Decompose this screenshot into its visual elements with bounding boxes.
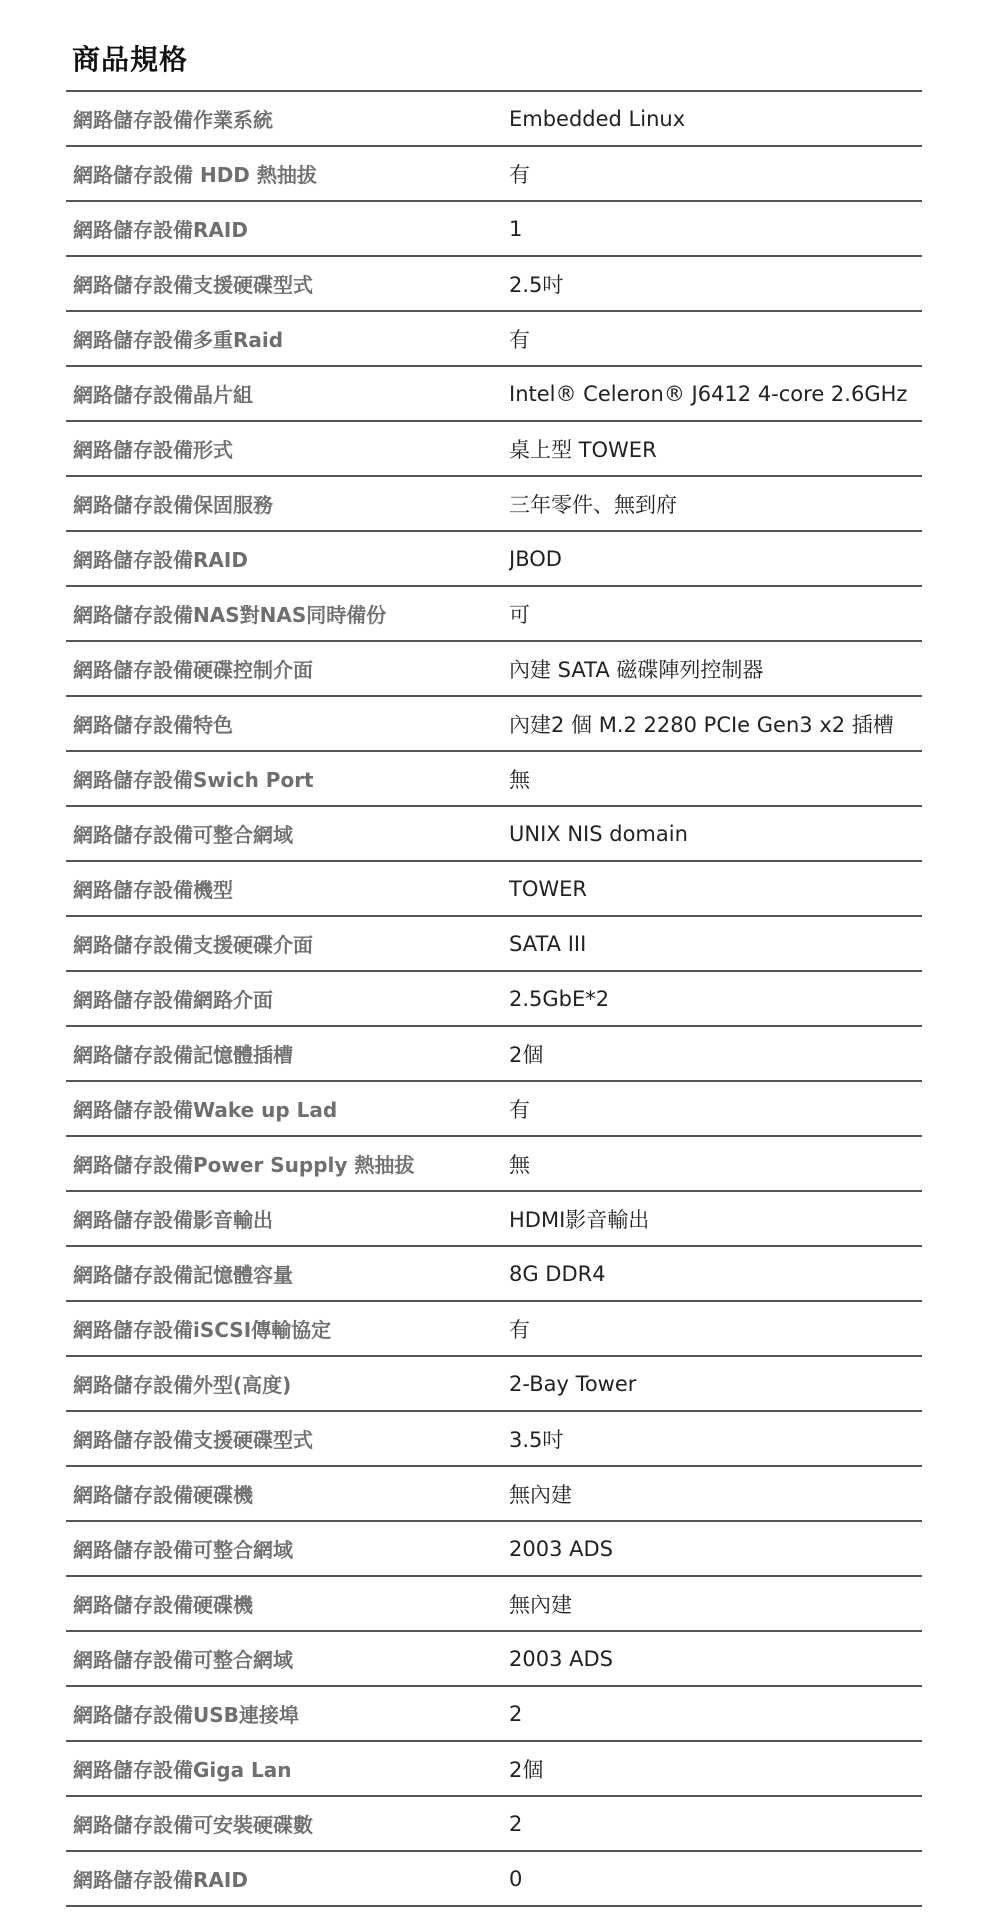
spec-label: 網路儲存設備保固服務 — [73, 493, 273, 517]
spec-label: 網路儲存設備記憶體插槽 — [73, 1043, 293, 1067]
spec-label: 網路儲存設備Wake up Lad — [73, 1098, 338, 1122]
spec-value: 無 — [509, 1152, 530, 1177]
spec-row — [66, 1027, 922, 1082]
spec-value: 有 — [509, 1317, 530, 1342]
spec-label: 網路儲存設備硬碟機 — [73, 1483, 253, 1507]
spec-value: 有 — [509, 327, 530, 352]
spec-value: 內建 SATA 磁碟陣列控制器 — [509, 657, 764, 682]
spec-label: 網路儲存設備特色 — [73, 713, 233, 737]
spec-label: 網路儲存設備機型 — [73, 878, 233, 902]
spec-row — [66, 1412, 922, 1467]
spec-value: 有 — [509, 1097, 530, 1122]
spec-row — [66, 697, 922, 752]
spec-row — [66, 807, 922, 862]
spec-label: 網路儲存設備可安裝硬碟數 — [73, 1813, 313, 1837]
spec-value: UNIX NIS domain — [509, 821, 688, 846]
spec-row — [66, 312, 922, 367]
spec-label: 網路儲存設備iSCSI傳輸協定 — [73, 1318, 332, 1342]
spec-label: 網路儲存設備外型(高度) — [73, 1373, 292, 1397]
spec-row — [66, 532, 922, 587]
spec-label: 網路儲存設備可整合網域 — [73, 1538, 293, 1562]
spec-value: TOWER — [509, 876, 587, 901]
spec-value: 內建2 個 M.2 2280 PCIe Gen3 x2 插槽 — [509, 712, 894, 737]
spec-label: 網路儲存設備Power Supply 熱抽拔 — [73, 1153, 415, 1177]
spec-value: JBOD — [509, 546, 562, 571]
spec-row — [66, 1302, 922, 1357]
spec-label: 網路儲存設備支援硬碟介面 — [73, 933, 313, 957]
spec-row — [66, 642, 922, 697]
spec-value: 無內建 — [509, 1482, 572, 1507]
spec-row — [66, 1797, 922, 1852]
spec-row — [66, 1852, 922, 1907]
spec-value: HDMI影音輸出 — [509, 1207, 650, 1232]
spec-row — [66, 1522, 922, 1577]
spec-value: 2-Bay Tower — [509, 1371, 637, 1396]
spec-label: 網路儲存設備作業系統 — [73, 108, 273, 132]
spec-value: 可 — [509, 602, 530, 627]
spec-label: 網路儲存設備USB連接埠 — [73, 1703, 299, 1727]
spec-label: 網路儲存設備可整合網域 — [73, 823, 293, 847]
spec-label: 網路儲存設備硬碟機 — [73, 1593, 253, 1617]
spec-row — [66, 587, 922, 642]
spec-value: 2003 ADS — [509, 1536, 613, 1561]
spec-label: 網路儲存設備NAS對NAS同時備份 — [73, 603, 387, 627]
spec-row — [66, 202, 922, 257]
spec-row — [66, 1137, 922, 1192]
spec-row — [66, 1082, 922, 1137]
spec-value: 無內建 — [509, 1592, 572, 1617]
spec-value: 8G DDR4 — [509, 1261, 606, 1286]
spec-value: 0 — [509, 1866, 523, 1891]
spec-value: 有 — [509, 162, 530, 187]
spec-row — [66, 1742, 922, 1797]
spec-row — [66, 367, 922, 422]
spec-label: 網路儲存設備Giga Lan — [73, 1758, 292, 1782]
spec-value: Embedded Linux — [509, 106, 686, 131]
spec-label: 網路儲存設備Swich Port — [73, 768, 314, 792]
spec-label: 網路儲存設備網路介面 — [73, 988, 273, 1012]
spec-value: 2.5GbE*2 — [509, 986, 610, 1011]
spec-label: 網路儲存設備晶片組 — [73, 383, 253, 407]
spec-label: 網路儲存設備RAID — [73, 1868, 248, 1892]
spec-row — [66, 1577, 922, 1632]
spec-value: 2個 — [509, 1757, 544, 1782]
spec-table — [66, 90, 922, 1907]
spec-row — [66, 1467, 922, 1522]
spec-row — [66, 1247, 922, 1302]
spec-row — [66, 1192, 922, 1247]
spec-row — [66, 257, 922, 312]
spec-value: 2 — [509, 1701, 523, 1726]
spec-row — [66, 422, 922, 477]
spec-row — [66, 917, 922, 972]
spec-value: 2003 ADS — [509, 1646, 613, 1671]
spec-row — [66, 1357, 922, 1412]
page-title: 商品規格 — [72, 43, 189, 76]
spec-row — [66, 862, 922, 917]
spec-label: 網路儲存設備RAID — [73, 218, 248, 242]
spec-label: 網路儲存設備可整合網域 — [73, 1648, 293, 1672]
spec-value: 三年零件、無到府 — [509, 492, 677, 517]
spec-row — [66, 1632, 922, 1687]
spec-value: 無 — [509, 767, 530, 792]
spec-value: 3.5吋 — [509, 1427, 564, 1452]
spec-label: 網路儲存設備支援硬碟型式 — [73, 273, 313, 297]
spec-label: 網路儲存設備記憶體容量 — [73, 1263, 293, 1287]
spec-label: 網路儲存設備 HDD 熱抽拔 — [73, 163, 317, 187]
spec-value: 2.5吋 — [509, 272, 564, 297]
spec-label: 網路儲存設備形式 — [73, 438, 233, 462]
spec-label: 網路儲存設備多重Raid — [73, 328, 284, 352]
spec-row — [66, 477, 922, 532]
spec-label: 網路儲存設備支援硬碟型式 — [73, 1428, 313, 1452]
spec-value: SATA III — [509, 931, 587, 956]
spec-label: 網路儲存設備影音輸出 — [73, 1208, 273, 1232]
spec-value: 2 — [509, 1811, 523, 1836]
spec-label: 網路儲存設備RAID — [73, 548, 248, 572]
spec-row — [66, 1687, 922, 1742]
spec-row — [66, 972, 922, 1027]
spec-value: 桌上型 TOWER — [509, 437, 657, 462]
spec-row — [66, 92, 922, 147]
spec-value: 1 — [509, 216, 523, 241]
spec-row — [66, 147, 922, 202]
spec-value: 2個 — [509, 1042, 544, 1067]
spec-label: 網路儲存設備硬碟控制介面 — [73, 658, 313, 682]
spec-value: Intel® Celeron® J6412 4-core 2.6GHz — [509, 381, 908, 406]
spec-row — [66, 752, 922, 807]
